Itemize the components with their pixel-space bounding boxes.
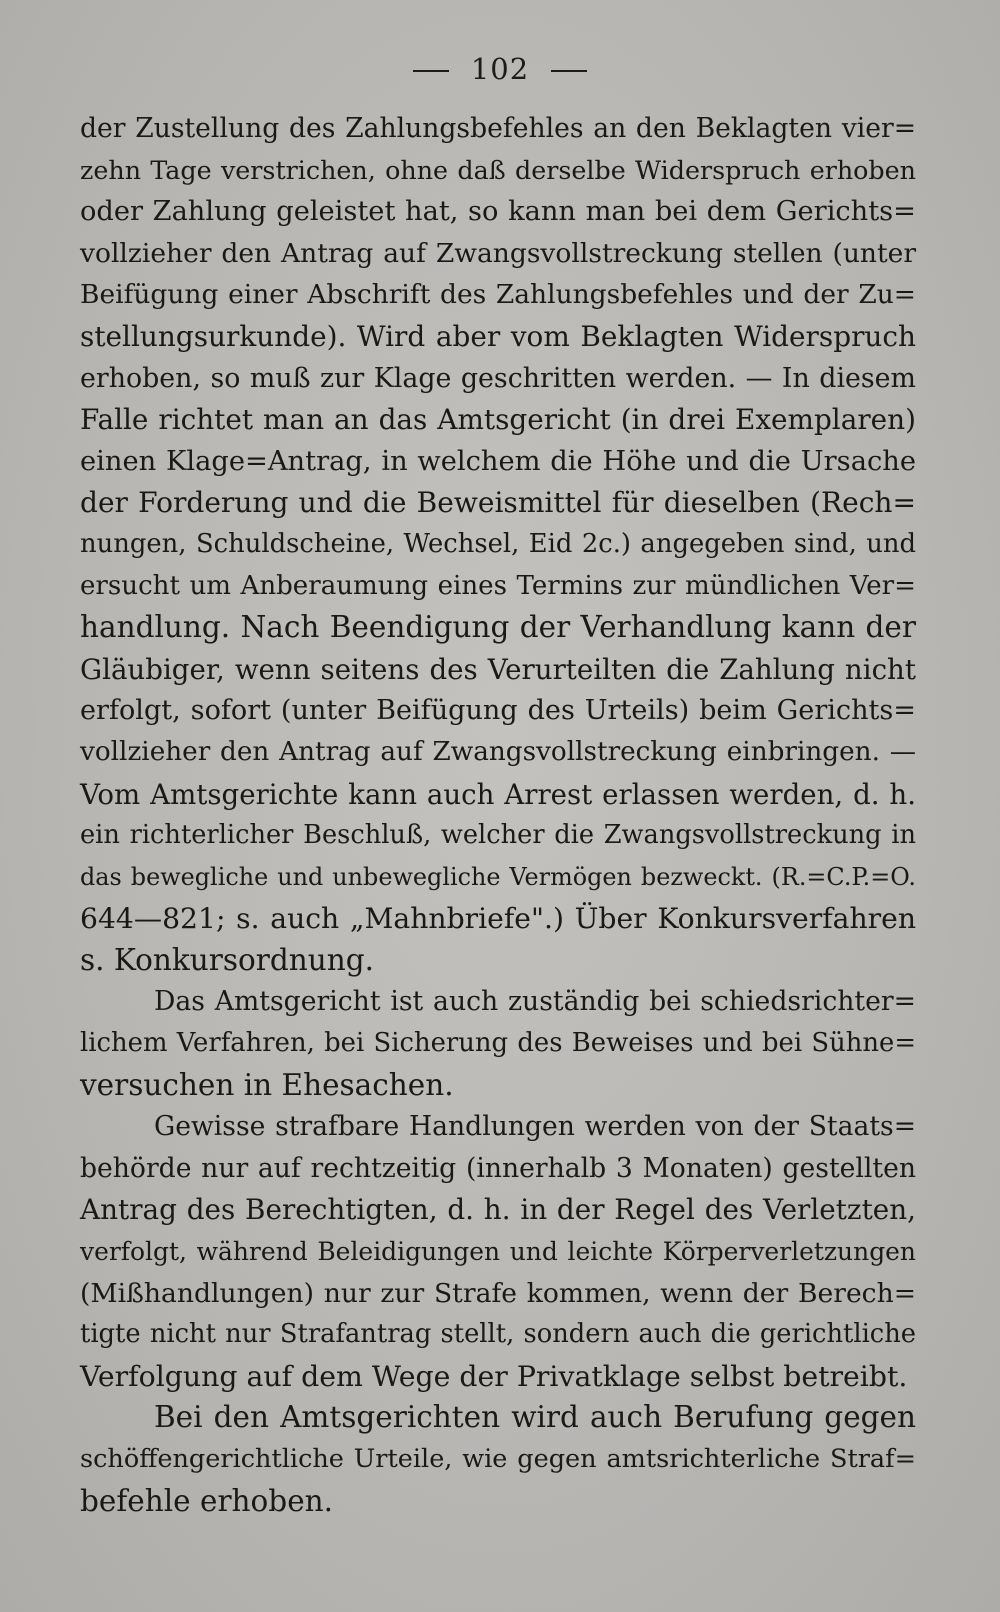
- text-line: einen Klage=Antrag, in welchem die Höhe und die Ursache: [80, 445, 916, 477]
- text-line: lichem Verfahren, bei Sicherung des Beweises und bei Sühne=: [80, 1028, 916, 1059]
- text-line: handlung. Nach Beendigung der Verhandlung kann der: [80, 610, 916, 645]
- text-line: erfolgt, sofort (unter Beifügung des Urteils) beim Gerichts=: [80, 695, 916, 727]
- text-line: erhoben, so muß zur Klage geschritten werden. — In diesem: [80, 362, 916, 394]
- text-line: der Zustellung des Zahlungsbefehles an den Beklagten vier=: [80, 113, 916, 144]
- text-line: stellungsurkunde). Wird aber vom Beklagten Widerspruch: [80, 319, 916, 353]
- text-line: Antrag des Berechtigten, d. h. in der Regel des Verletzten,: [80, 1193, 916, 1227]
- text-line: ein richterlicher Beschluß, welcher die Zwangsvollstreckung in: [80, 820, 916, 851]
- text-line: tigte nicht nur Strafantrag stellt, sondern auch die gerichtliche: [80, 1319, 916, 1350]
- paragraph-1: [80, 108, 916, 981]
- text-line: (Mißhandlungen) nur zur Strafe kommen, wenn der Berech=: [80, 1277, 916, 1309]
- text-line: Das Amtsgericht ist auch zuständig bei schiedsrichter=: [154, 986, 916, 1018]
- text-line: schöffengerichtliche Urteile, wie gegen amtsrichterliche Straf=: [80, 1444, 916, 1474]
- text-line: befehle erhoben.: [80, 1483, 334, 1518]
- page-number-header: [0, 52, 1000, 86]
- text-line: Bei den Amtsgerichten wird auch Berufung gegen: [154, 1400, 916, 1435]
- text-line: s. Konkursordnung.: [80, 942, 375, 977]
- text-line: Beifügung einer Abschrift des Zahlungsbefehles und der Zu=: [80, 279, 916, 311]
- text-line: der Forderung und die Beweismittel für dieselben (Rech=: [80, 486, 916, 520]
- text-line: das bewegliche und unbewegliche Vermögen bezweckt. (R.=C.P.=O.: [80, 862, 916, 891]
- text-line: Falle richtet man an das Amtsgericht (in drei Exemplaren): [80, 403, 916, 437]
- text-line: Gewisse strafbare Handlungen werden von der Staats=: [154, 1111, 916, 1143]
- text-line: nungen, Schuldscheine, Wechsel, Eid 2c.) angegeben sind, und: [80, 528, 916, 559]
- paragraph-3: [80, 1106, 916, 1397]
- text-line: vollzieher den Antrag auf Zwangsvollstreckung einbringen. —: [80, 736, 916, 767]
- text-line: behörde nur auf rechtzeitig (innerhalb 3 Monaten) gestellten: [80, 1152, 916, 1184]
- text-line: zehn Tage verstrichen, ohne daß derselbe Widerspruch erhoben: [80, 154, 916, 185]
- right-dash: [551, 70, 587, 72]
- text-line: versuchen in Ehesachen.: [80, 1067, 454, 1102]
- text-line: verfolgt, während Beleidigungen und leichte Körperverletzungen: [80, 1237, 916, 1267]
- text-line: vollzieher den Antrag auf Zwangsvollstreckung stellen (unter: [80, 237, 916, 269]
- left-dash: [413, 70, 449, 72]
- paragraph-2: [80, 981, 916, 1106]
- text-line: Gläubiger, wenn seitens des Verurteilten die Zahlung nicht: [80, 652, 916, 686]
- text-line: 644—821; s. auch „Mahnbriefe".) Über Konkursverfahren: [80, 902, 916, 936]
- text-line: oder Zahlung geleistet hat, so kann man bei dem Gerichts=: [80, 196, 916, 228]
- text-line: Vom Amtsgerichte kann auch Arrest erlassen werden, d. h.: [80, 777, 916, 811]
- text-line: ersucht um Anberaumung eines Termins zur mündlichen Ver=: [80, 570, 916, 601]
- text-line: Verfolgung auf dem Wege der Privatklage selbst betreibt.: [80, 1359, 908, 1393]
- paragraph-4: [80, 1397, 916, 1522]
- page-number: 102: [470, 52, 530, 86]
- body-text: [80, 108, 916, 1522]
